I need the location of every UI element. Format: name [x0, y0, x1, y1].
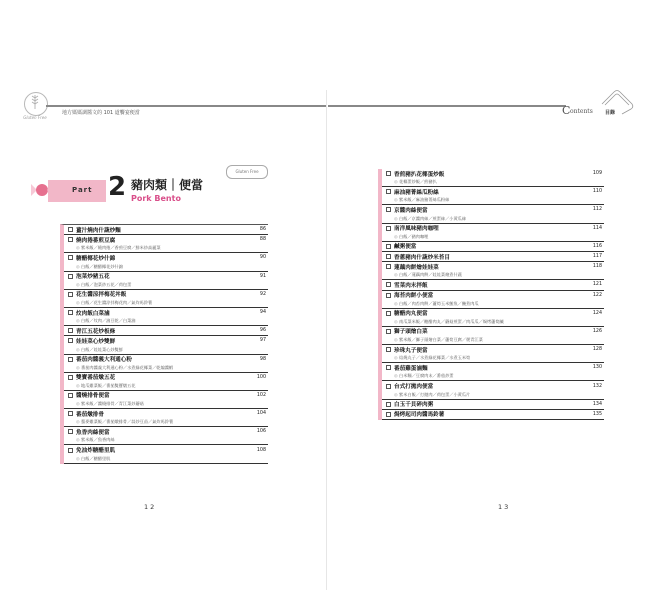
- recipe-page: 100: [256, 374, 266, 380]
- recipe-title: 白玉千貝碎肉粥: [394, 402, 434, 409]
- recipe-page: 92: [259, 291, 266, 297]
- recipe-page: 94: [259, 310, 266, 316]
- recipe-components: ◎ 南瓜菜米飯／糖醋肉丸／蘑菇煎蛋／肉瓜瓜／焗烤蘆筍鹹: [382, 318, 604, 326]
- recipe-page: 112: [592, 207, 602, 213]
- checkbox-icon: [386, 264, 391, 269]
- checkbox-icon: [68, 375, 73, 380]
- recipe-components: ◎ 白飯／京醬肉絲／煎蛋絲／小黃瓜絲: [382, 215, 604, 223]
- recipe-title: 番茄雞蛋滷麵: [394, 365, 428, 372]
- book-title: 地方媽媽調醬文的 101 道饗宴便當: [62, 110, 140, 116]
- recipe-title: 焗烤起司肉醬馬鈴薯: [394, 412, 445, 419]
- recipe-page: 108: [256, 447, 266, 453]
- toc-row: [64, 225, 268, 234]
- recipe-components: ◎ 白飯／蓮藕肉餅／娃娃菜燴煮什蔬: [382, 271, 604, 279]
- toc-item: [382, 400, 604, 410]
- checkbox-icon: [386, 282, 391, 287]
- recipe-title: 泡菜炒豬五花: [76, 274, 110, 281]
- left-page: [0, 0, 327, 609]
- recipe-components: ◎ 紫米飯／燒肉捲／香煎豆腐／鮮米炒高麗菜: [64, 244, 268, 252]
- toc-row: [382, 262, 604, 271]
- recipe-title: 海苔肉餅小便當: [394, 293, 434, 300]
- recipe-title: 香蔥豬肉什蔬炒米苔目: [394, 254, 450, 261]
- recipe-title: 燒肉捲番煎豆腐: [76, 237, 116, 244]
- recipe-title: 蓮藕肉餅燴娃娃菜: [394, 264, 439, 271]
- toc-item: [382, 291, 604, 309]
- recipe-page: 102: [256, 392, 266, 398]
- toc-item: [64, 272, 268, 290]
- checkbox-icon: [386, 402, 391, 407]
- toc-row: [64, 272, 268, 281]
- toc-row: [64, 290, 268, 299]
- recipe-components: ◎ 番茄肉醬義大利通心粉／水煮綠花椰菜／乾煸醬蝦: [64, 364, 268, 372]
- toc-row: [382, 345, 604, 354]
- recipe-title: 珍珠丸子便當: [394, 347, 428, 354]
- checkbox-icon: [68, 328, 73, 333]
- toc-row: [382, 187, 604, 196]
- toc-item: [382, 345, 604, 363]
- checkbox-icon: [386, 189, 391, 194]
- recipe-components: ◎ 白飯／花生醬涼拌梅花肉／氣炸馬鈴薯: [64, 299, 268, 307]
- toc-row: [64, 427, 268, 436]
- tag-outline-icon: [598, 88, 636, 116]
- recipe-title: 南洋風味豬肉咖哩: [394, 226, 439, 233]
- part-title: 豬肉類｜便當: [131, 178, 204, 192]
- contents-initial: C: [562, 104, 571, 117]
- recipe-page: 90: [259, 255, 266, 261]
- checkbox-icon: [68, 255, 73, 260]
- recipe-page: 88: [259, 237, 266, 243]
- recipe-title: 糖醋肉丸便當: [394, 311, 428, 318]
- toc-row: [382, 224, 604, 233]
- recipe-components: ◎ 白飯／糖醋里肌: [64, 455, 268, 463]
- recipe-title: 糖醋椰花炒什錦: [76, 255, 116, 262]
- toc-row: [64, 409, 268, 418]
- toc-item: [382, 363, 604, 381]
- toc-item: [64, 308, 268, 326]
- recipe-page: 122: [592, 292, 602, 298]
- contents-word: ontents: [570, 108, 593, 115]
- checkbox-icon: [386, 329, 391, 334]
- recipe-page: 110: [592, 189, 602, 195]
- checkbox-icon: [68, 338, 73, 343]
- recipe-page: 132: [592, 383, 602, 389]
- toc-item: [64, 253, 268, 271]
- checkbox-icon: [68, 292, 73, 297]
- recipe-title: 娃娃菜心炒雙鮮: [76, 338, 116, 345]
- toc-item: [64, 427, 268, 445]
- recipe-page: 86: [259, 227, 266, 233]
- recipe-title: 番茄肉醬義大利通心粉: [76, 357, 132, 364]
- toc-row: [382, 205, 604, 214]
- checkbox-icon: [68, 274, 73, 279]
- header-rule-right: [328, 105, 566, 107]
- toc-row: [382, 309, 604, 318]
- recipe-page: 128: [592, 347, 602, 353]
- recipe-page: 106: [256, 429, 266, 435]
- recipe-title: 鹹粥便當: [394, 244, 417, 251]
- toc-item: [382, 327, 604, 345]
- checkbox-icon: [386, 207, 391, 212]
- toc-item: [64, 409, 268, 427]
- recipe-page: 134: [592, 401, 602, 407]
- toc-item: [64, 225, 268, 235]
- toc-item: [64, 290, 268, 308]
- checkbox-icon: [386, 347, 391, 352]
- checkbox-icon: [386, 384, 391, 389]
- toc-item: [64, 391, 268, 409]
- toc-item: [64, 373, 268, 391]
- checkbox-icon: [68, 237, 73, 242]
- toc-item: [382, 224, 604, 242]
- recipe-title: 台式打拋肉便當: [394, 384, 434, 391]
- checkbox-icon: [386, 311, 391, 316]
- wheat-icon: [29, 94, 41, 110]
- toc-row: [64, 373, 268, 382]
- recipe-title: 花生醬涼拌梅花丼飯: [76, 292, 127, 299]
- toc-row: [64, 336, 268, 345]
- recipe-components: ◎ 焙燒丸子／水煮綠花椰菜／水煮玉米筍: [382, 354, 604, 362]
- recipe-components: ◎ 白飯／娃娃菜心炒雙鮮: [64, 346, 268, 354]
- checkbox-icon: [68, 227, 73, 232]
- toc-row: [64, 355, 268, 364]
- recipe-components: ◎ 白飯／炆肉／滷豆乾／白菜滷: [64, 317, 268, 325]
- gluten-free-badge: Gluten Free: [226, 165, 268, 179]
- checkbox-icon: [386, 244, 391, 249]
- toc-row: [382, 363, 604, 372]
- recipe-page: 104: [256, 411, 266, 417]
- toc-row: [64, 253, 268, 262]
- recipe-components: ◎ 紫米白飯／打拋肉／荷包蛋／小黃瓜片: [382, 391, 604, 399]
- recipe-components: ◎ 藜麥雞菜飯／番茄燉排骨／蒜炒豆苗／氣炸馬鈴薯: [64, 418, 268, 426]
- recipe-title: 香煎豬扒花椰蛋炒飯: [394, 171, 445, 178]
- recipe-title: 薑汁燒肉什蔬炒麵: [76, 227, 121, 234]
- checkbox-icon: [68, 448, 73, 453]
- recipe-title: 魚香肉絲便當: [76, 429, 110, 436]
- header-rule: [46, 105, 327, 107]
- checkbox-icon: [68, 429, 73, 434]
- toc-row: [382, 169, 604, 178]
- gutter: [326, 90, 327, 590]
- recipe-components: ◎ 白飯／糖醋椰花炒什錦: [64, 263, 268, 271]
- toc-row: [64, 235, 268, 244]
- recipe-title: 番茄燉排骨: [76, 411, 104, 418]
- toc-item: [382, 205, 604, 223]
- toc-row: [382, 400, 604, 409]
- recipe-page: 118: [592, 264, 602, 270]
- checkbox-icon: [386, 412, 391, 417]
- recipe-components: ◎ 地瓜雞菜飯／番茄雙寶燉五花: [64, 382, 268, 390]
- recipe-components: ◎ 紫米飯／醬燒排骨／青江菜炒蘑菇: [64, 400, 268, 408]
- page-number-left: 12: [144, 503, 157, 511]
- recipe-title: 炆肉飯白菜滷: [76, 310, 110, 317]
- recipe-components: ◎ 紫米飯／麻油豬菁絲瓜粉絲: [382, 196, 604, 204]
- toc-item: [382, 262, 604, 280]
- recipe-page: 114: [592, 225, 602, 231]
- toc-item: [382, 381, 604, 399]
- toc-row: [382, 280, 604, 289]
- recipe-components: ◎ 白飯／泡菜炒五花／荷包蛋: [64, 281, 268, 289]
- recipe-page: 98: [259, 356, 266, 362]
- toc-list-left: [60, 224, 268, 464]
- recipe-page: 91: [259, 273, 266, 279]
- right-page: [328, 0, 655, 609]
- recipe-components: ◎ 花椰蛋炒飯／煎豬扒: [382, 178, 604, 186]
- recipe-page: 124: [592, 310, 602, 316]
- toc-item: [64, 326, 268, 336]
- recipe-title: 免油炸糖醋里肌: [76, 448, 116, 455]
- recipe-page: 121: [592, 282, 602, 288]
- recipe-components: ◎ 紫米飯／魚香肉絲: [64, 436, 268, 444]
- part-subtitle: Pork Bento: [131, 194, 181, 203]
- toc-item: [64, 355, 268, 373]
- toc-item: [382, 410, 604, 420]
- toc-item: [64, 445, 268, 463]
- toc-row: [382, 410, 604, 419]
- checkbox-icon: [386, 226, 391, 231]
- header-logo-text: Gluten Free: [23, 115, 47, 120]
- toc-item: [382, 187, 604, 205]
- recipe-components: ◎ 紫米飯／獅子頭燴白菜／蘆筍豆腐／燙青江菜: [382, 336, 604, 344]
- checkbox-icon: [386, 254, 391, 259]
- recipe-title: 獅子頭燴白菜: [394, 329, 428, 336]
- toc-row: [64, 445, 268, 454]
- recipe-title: 青江五花炒板條: [76, 328, 116, 335]
- toc-item: [382, 309, 604, 327]
- checkbox-icon: [68, 357, 73, 362]
- checkbox-icon: [68, 393, 73, 398]
- part-number: 2: [108, 172, 127, 202]
- recipe-components: ◎ 白飯／豬肉咖哩: [382, 233, 604, 241]
- toc-item: [64, 336, 268, 354]
- toc-row: [382, 291, 604, 300]
- toc-row: [64, 391, 268, 400]
- recipe-page: 117: [592, 254, 602, 260]
- checkbox-icon: [386, 365, 391, 370]
- contents-cn: 目錄: [605, 110, 616, 116]
- recipe-title: 雙寶番茄燉五花: [76, 375, 116, 382]
- toc-row: [382, 252, 604, 261]
- part-label: Part: [72, 186, 93, 194]
- toc-item: [382, 169, 604, 187]
- recipe-page: 130: [592, 365, 602, 371]
- recipe-page: 96: [259, 328, 266, 334]
- page-number-right: 13: [498, 503, 511, 511]
- recipe-title: 京醬肉絲便當: [394, 207, 428, 214]
- toc-item: [382, 280, 604, 290]
- toc-row: [382, 327, 604, 336]
- toc-list-right: [378, 169, 604, 420]
- recipe-components: ◎ 白飯／肉苔肉餅／蘆筍玉米鮪魚／醃煮肉瓜: [382, 300, 604, 308]
- recipe-title: 雪菜肉末拌飯: [394, 282, 428, 289]
- checkbox-icon: [68, 411, 73, 416]
- recipe-components: ◎ 白米麵／豆腐肉末／番茄炒蛋: [382, 372, 604, 380]
- toc-item: [382, 252, 604, 262]
- checkbox-icon: [68, 310, 73, 315]
- recipe-page: 109: [592, 171, 602, 177]
- toc-row: [64, 308, 268, 317]
- recipe-page: 135: [592, 411, 602, 417]
- toc-row: [382, 381, 604, 390]
- recipe-title: 麻油豬菁絲瓜粉絲: [394, 189, 439, 196]
- toc-row: [382, 242, 604, 251]
- checkbox-icon: [386, 293, 391, 298]
- recipe-page: 116: [592, 243, 602, 249]
- toc-item: [382, 242, 604, 252]
- toc-row: [64, 326, 268, 335]
- checkbox-icon: [386, 171, 391, 176]
- recipe-page: 126: [592, 328, 602, 334]
- recipe-title: 醬燒排骨便當: [76, 393, 110, 400]
- toc-item: [64, 235, 268, 253]
- recipe-page: 97: [259, 338, 266, 344]
